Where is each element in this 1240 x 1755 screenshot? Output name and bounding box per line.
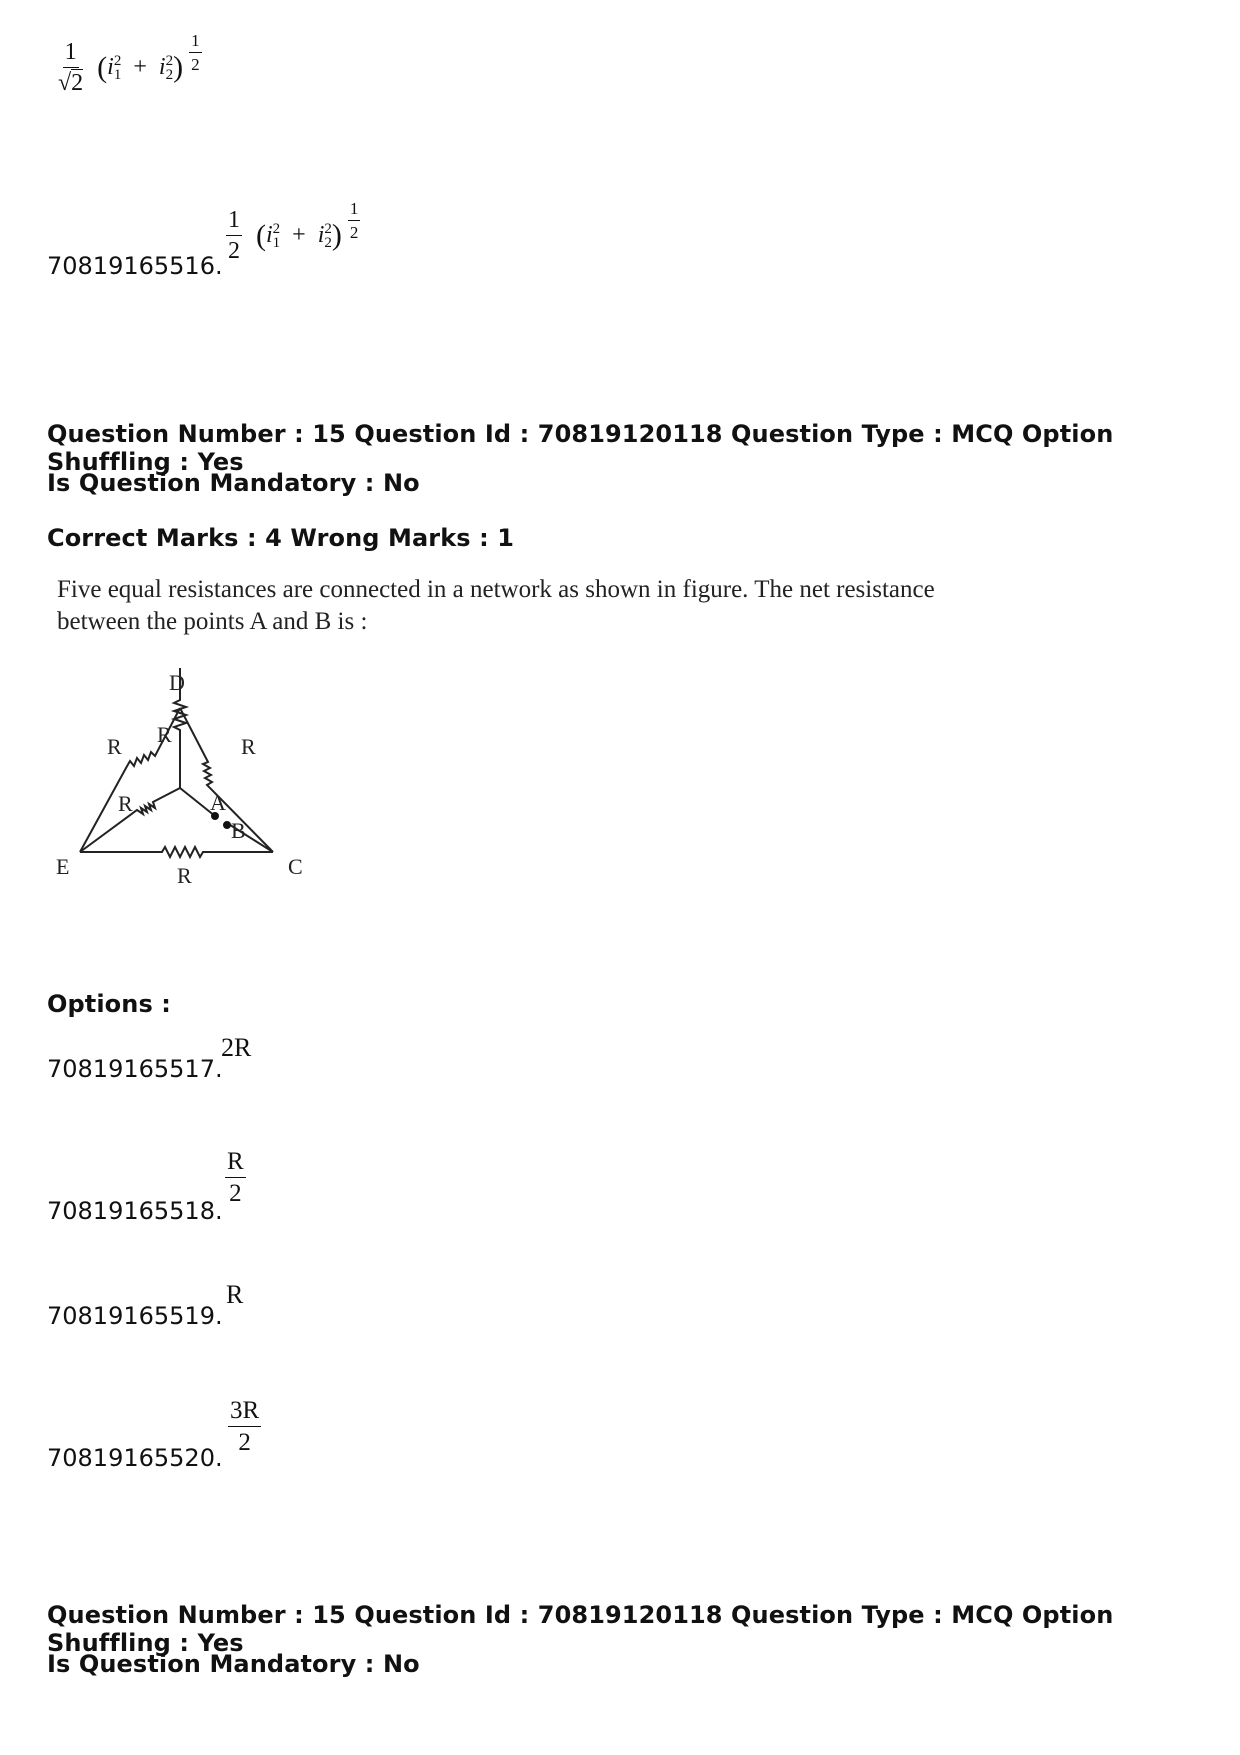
label-D: D: [169, 670, 185, 695]
option-value: R: [226, 1280, 244, 1309]
label-C: C: [288, 854, 303, 879]
circuit-figure: [40, 668, 320, 958]
resistor-DC: [180, 708, 273, 852]
question-text: Five equal resistances are connected in a network as shown in figure. The net resistance between the points A and B is :: [57, 576, 935, 635]
next-question-header: Question Number : 15 Question Id : 70819120118 Question Type : MCQ Option Shuffling : Yes: [47, 1601, 1114, 1657]
question-marks: Correct Marks : 4 Wrong Marks : 1: [47, 524, 515, 552]
label-R-DE: R: [107, 734, 122, 759]
options-label: Options :: [47, 990, 171, 1018]
resistor-EC: [80, 847, 273, 857]
label-A: A: [210, 790, 226, 815]
option-id: 70819165519.: [47, 1302, 223, 1330]
formula-option-a: $\frac{1}{√2}$ (i 2 1 + i 2 2 ) $\frac{1}{2}$: [58, 31, 200, 96]
question-mandatory: Is Question Mandatory : No: [47, 469, 420, 497]
next-question-mandatory: Is Question Mandatory : No: [47, 1650, 420, 1678]
option-fraction: $\frac{R}{2}$: [227, 1148, 244, 1207]
option-id: 70819165520.: [47, 1444, 223, 1472]
label-B: B: [231, 818, 246, 843]
question-header: Question Number : 15 Question Id : 70819120118 Question Type : MCQ Option Shuffling : Yes: [47, 420, 1114, 476]
label-E: E: [56, 854, 70, 879]
option-id: 70819165518.: [47, 1197, 223, 1225]
label-R-center-E: R: [118, 791, 133, 816]
option-fraction: $\frac{3R}{2}$: [230, 1397, 260, 1456]
label-R-D-center: R: [157, 722, 172, 747]
option-id: 70819165516.: [47, 252, 223, 280]
label-R-EC: R: [177, 863, 192, 888]
coefficient-fraction: $\frac{1}{√2}$: [58, 39, 84, 96]
formula-option-b: $\frac{1}{2}$ (i 2 1 + i 2 2 ) $\frac{1}{2}$: [228, 199, 359, 264]
coefficient-fraction: $\frac{1}{2}$: [228, 207, 240, 264]
label-R-DC: R: [241, 734, 256, 759]
node-B: [223, 821, 231, 829]
option-value: 2R: [221, 1033, 252, 1062]
option-id: 70819165517.: [47, 1055, 223, 1083]
